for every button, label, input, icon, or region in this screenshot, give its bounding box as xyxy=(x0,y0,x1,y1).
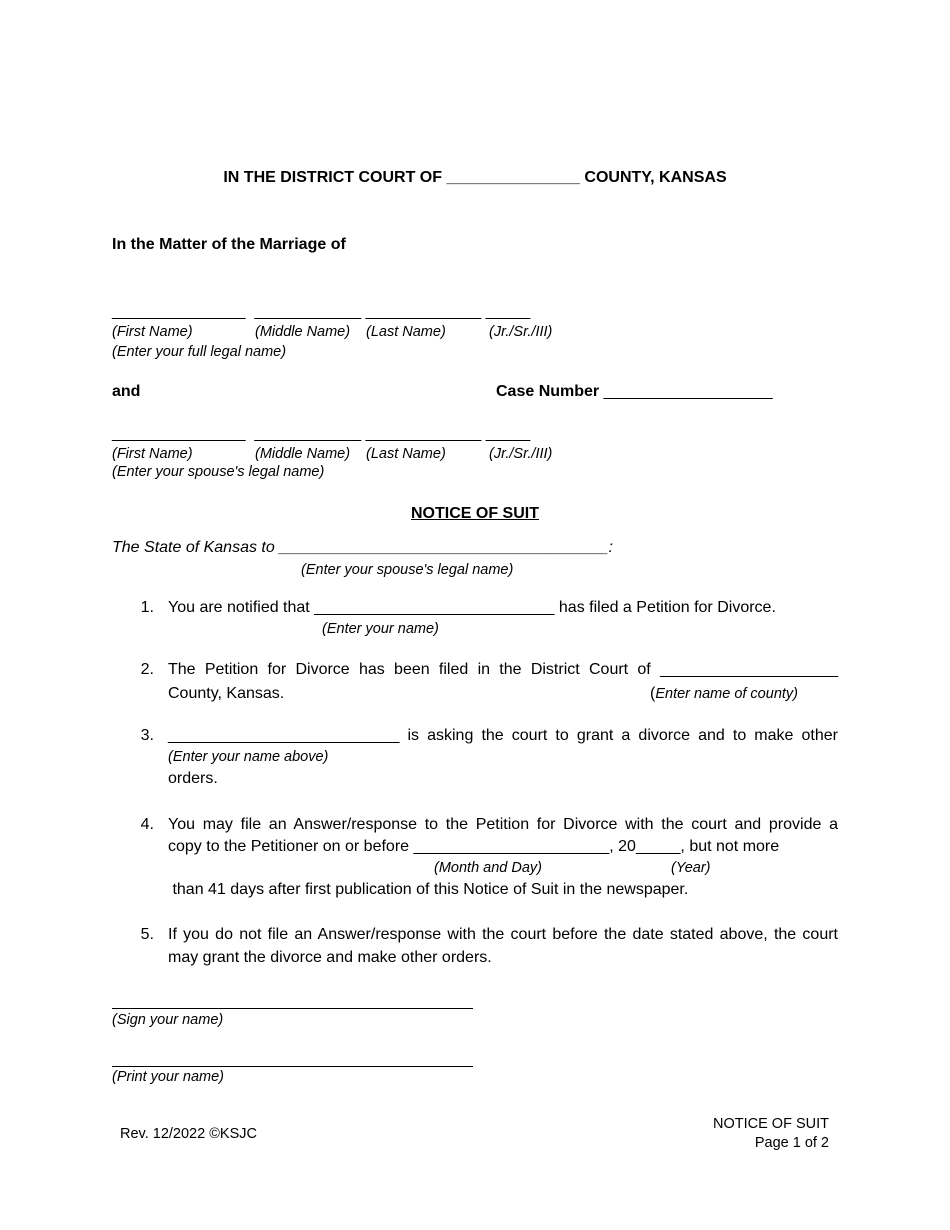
and-label: and xyxy=(112,383,141,400)
case-number-blank[interactable]: ___________________ xyxy=(599,383,773,400)
item-3-text-line1[interactable]: __________________________ is asking the court to grant a divorce and to make other xyxy=(168,727,838,744)
item-4-year-hint: (Year) xyxy=(671,860,711,876)
item-2-text-line1[interactable]: The Petition for Divorce has been filed in the District Court of ____________________ xyxy=(168,661,838,678)
item-4-text-line2[interactable]: copy to the Petitioner on or before ______________________, 20_____, but not more xyxy=(168,838,780,855)
court-heading: IN THE DISTRICT COURT OF _______________ COUNTY, KANSAS xyxy=(223,169,727,186)
item-1-number: 1. xyxy=(140,599,154,616)
item-5-number: 5. xyxy=(140,926,154,943)
item-4-number: 4. xyxy=(140,816,154,833)
item-3-number: 3. xyxy=(140,727,154,744)
sign-name-line[interactable] xyxy=(112,1008,473,1009)
state-line-hint: (Enter your spouse's legal name) xyxy=(301,562,514,578)
footer-page-number: Page 1 of 2 xyxy=(754,1135,829,1151)
item-5-text-line2: may grant the divorce and make other orders. xyxy=(168,949,492,966)
print-name-hint: (Print your name) xyxy=(112,1069,225,1085)
party1-first-label: (First Name) xyxy=(112,324,193,340)
item-2-number: 2. xyxy=(140,661,154,678)
case-number-label: Case Number xyxy=(496,383,600,400)
party2-first-label: (First Name) xyxy=(112,446,193,462)
party1-last-label: (Last Name) xyxy=(366,324,446,340)
item-4-month-hint: (Month and Day) xyxy=(434,860,542,876)
party1-middle-label: (Middle Name) xyxy=(255,324,351,340)
footer-form-name: NOTICE OF SUIT xyxy=(713,1116,829,1132)
party2-hint: (Enter your spouse's legal name) xyxy=(112,464,325,480)
state-of-kansas-line[interactable]: The State of Kansas to _____________________________________: xyxy=(112,539,613,556)
item-1-text[interactable]: You are notified that ___________________________ has filed a Petition for Divorce. xyxy=(168,599,776,616)
notice-title: NOTICE OF SUIT xyxy=(411,505,539,522)
item-5-text-line1: If you do not file an Answer/response with the court before the date stated above, the court xyxy=(168,926,838,943)
print-name-line[interactable] xyxy=(112,1066,473,1067)
item-2-hint-wrap xyxy=(650,684,798,703)
item-4-text-line3: than 41 days after first publication of this Notice of Suit in the newspaper. xyxy=(168,881,689,898)
item-2-hint: Enter name of county) xyxy=(655,686,798,702)
party2-last-label: (Last Name) xyxy=(366,446,446,462)
party2-suffix-label: (Jr./Sr./III) xyxy=(489,446,553,462)
party2-middle-label: (Middle Name) xyxy=(255,446,351,462)
item-3-hint: (Enter your name above) xyxy=(168,749,329,765)
case-number-field[interactable] xyxy=(496,382,773,401)
party1-hint: (Enter your full legal name) xyxy=(112,344,287,360)
item-4-text-line1: You may file an Answer/response to the Petition for Divorce with the court and provide a xyxy=(168,816,838,833)
sign-name-hint: (Sign your name) xyxy=(112,1012,224,1028)
item-2-hint-paren: ( xyxy=(650,685,656,702)
party1-suffix-label: (Jr./Sr./III) xyxy=(489,324,553,340)
party1-name-blanks[interactable]: _______________ ____________ _____________ _____ xyxy=(112,303,531,320)
item-2-text-line2: County, Kansas. xyxy=(168,685,285,702)
party2-name-blanks[interactable]: _______________ ____________ _____________ _____ xyxy=(112,425,531,442)
revision-footer: Rev. 12/2022 ©KSJC xyxy=(120,1126,257,1142)
matter-title: In the Matter of the Marriage of xyxy=(112,236,346,253)
item-1-hint: (Enter your name) xyxy=(322,621,439,637)
item-3-text-line2: orders. xyxy=(168,770,218,787)
